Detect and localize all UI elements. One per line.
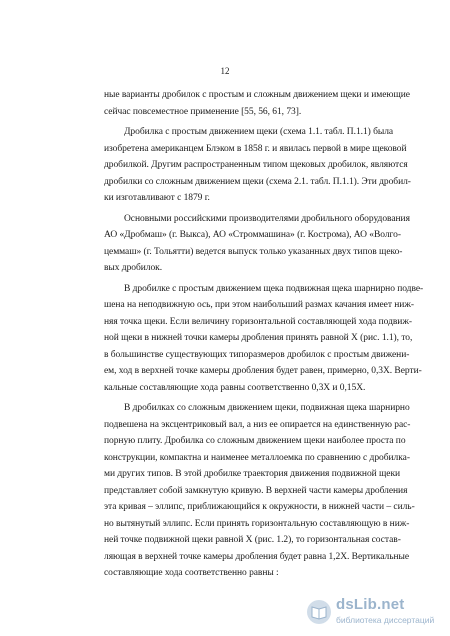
text-line: ляющая в верхней точке камеры дробления будет равна 1,2X. Вертикальные: [104, 551, 410, 562]
paragraph: [104, 124, 411, 207]
paragraph: [104, 211, 410, 277]
text-line: сейчас повсеместное применение [55, 56, 61, 73].: [104, 106, 302, 117]
text-line: В дробилках со сложным движением щеки, подвижная щека шарнирно: [124, 403, 410, 413]
text-line: Основными российскими производителями дробильного оборудования: [124, 213, 410, 224]
text-line: няя точка щеки. Если величину горизонтальной составляющей хода подвиж-: [104, 316, 412, 327]
text-line: ной щеки в нижней точки камеры дробления принять равной X (рис. 1.1), то,: [104, 333, 413, 343]
book-logo-icon: [306, 599, 332, 625]
text-line: ем, ход в верхней точке камеры дробления будет равен, примерно, 0,3X. Верти-: [104, 366, 422, 376]
page-number: 12: [220, 66, 230, 76]
paragraph: [104, 400, 415, 582]
body-text: [104, 87, 424, 582]
watermark: [306, 596, 436, 628]
watermark-caption: библиотека диссертаций: [336, 615, 435, 625]
text-line: ней точке подвижной щеки равной X (рис. 1.2), то горизонтальная состав-: [104, 535, 401, 545]
watermark-brand: dsLib.net: [336, 596, 405, 613]
paragraph: [104, 87, 410, 120]
text-line: ми других типов. В этой дробилке траектория движения подвижной щеки: [104, 469, 401, 479]
text-line: представляет собой замкнутую кривую. В верхней части камеры дробления: [104, 485, 408, 496]
text-line: Дробилка с простым движением щеки (схема 1.1. табл. П.1.1) была: [124, 127, 394, 137]
text-line: В дробилке с простым движением щека подвижная щека шарнирно подве-: [124, 283, 424, 294]
text-line: порную плиту. Дробилка со сложным движением щеки наиболее проста по: [104, 436, 406, 446]
text-line: конструкции, компактна и наименее металлоемка по сравнению с дробилка-: [104, 452, 410, 463]
paragraph: [104, 281, 424, 397]
text-line: изобретена американцем Блэком в 1858 г. и явилась первой в мире щековой: [104, 143, 407, 154]
text-line: дробилкой. Другим распространенным типом щековых дробилок, являются: [104, 160, 408, 170]
text-line: составляющие хода соответственно равны :: [104, 568, 279, 578]
text-line: кальные составляющие хода равны соответственно 0,3X и 0,15X.: [104, 382, 366, 393]
text-line: шена на неподвижную ось, при этом наибольший размах качания имеет ниж-: [104, 300, 414, 310]
text-line: цеммаш» (г. Тольятти) ведется выпуск только указанных двух типов щеко-: [104, 246, 403, 257]
text-line: вых дробилок.: [104, 263, 163, 273]
text-line: ки изготавливают с 1879 г.: [104, 193, 210, 203]
text-line: подвешена на эксцентриковый вал, а низ ее опирается на единственную рас-: [104, 419, 411, 430]
text-line: но вытянутый эллипс. Если принять горизонтальную составляющую в ниж-: [104, 518, 410, 529]
text-line: ные варианты дробилок с простым и сложным движением щеки и имеющие: [104, 90, 410, 100]
text-line: дробилки со сложным движением щеки (схема 2.1. табл. П.1.1). Эти дробил-: [104, 176, 411, 187]
text-line: эта кривая – эллипс, приближающийся к окружности, в нижней части – силь-: [104, 502, 415, 512]
text-line: АО «Дробмаш» (г. Выкса), АО «Строммашина» (г. Кострома), АО «Волго-: [104, 230, 401, 240]
text-line: в большинстве существующих типоразмеров дробилок с простым движени-: [104, 349, 410, 360]
